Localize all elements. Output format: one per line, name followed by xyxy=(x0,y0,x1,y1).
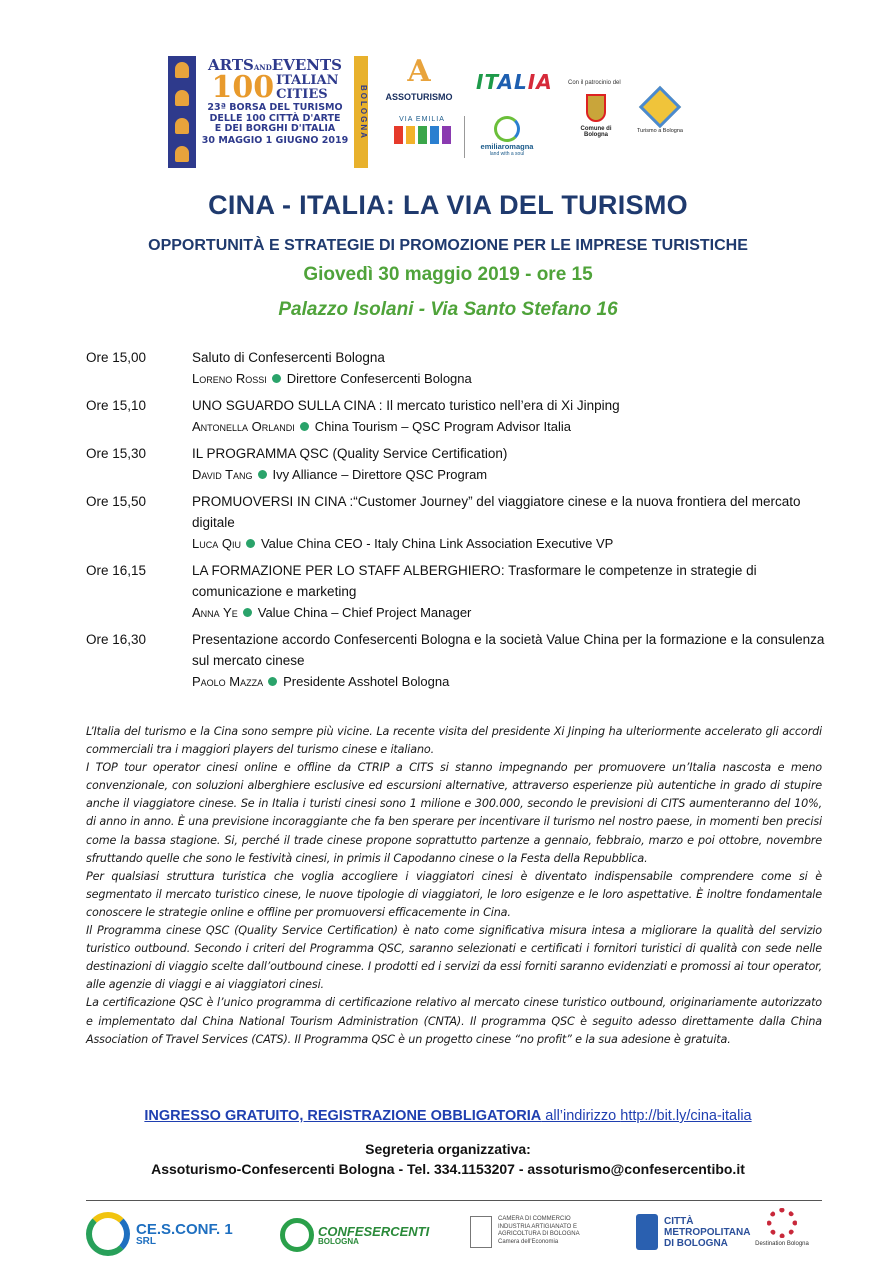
agenda-title: Presentazione accordo Confesercenti Bologna e la società Value China per la formazione e la consulenza sul mercato cinese xyxy=(192,632,825,668)
confesercenti-icon xyxy=(280,1218,314,1252)
assoturismo-a-icon: A xyxy=(407,54,431,89)
agenda-title: LA FORMAZIONE PER LO STAFF ALBERGHIERO: Trasformare le competenze in strategie di comunicazione e marketing xyxy=(192,563,757,599)
cesconf-icon xyxy=(86,1212,130,1256)
event-place: Palazzo Isolani - Via Santo Stefano 16 xyxy=(278,299,618,320)
secretariat-label: Segreteria organizzativa: xyxy=(365,1141,531,1157)
italia-logo: ITALIA xyxy=(476,70,553,94)
agenda xyxy=(86,347,826,698)
bullet-icon xyxy=(243,608,252,617)
speaker-name: Loreno Rossi xyxy=(192,371,267,386)
patronage-block: Con il patrocinio del Comune di Bologna Turismo a Bologna xyxy=(568,80,688,138)
agenda-item xyxy=(86,491,826,554)
camera-commercio-logo: CAMERA DI COMMERCIO INDUSTRIA ARTIGIANATO E AGRICOLTURA DI BOLOGNA Camera dell'Economia xyxy=(470,1216,586,1248)
bullet-icon xyxy=(258,470,267,479)
agenda-title: PROMUOVERSI IN CINA :“Customer Journey” del viaggiatore cinese e la nuova frontiera del mercato digitale xyxy=(192,494,801,530)
bullet-icon xyxy=(268,677,277,686)
agenda-time: Ore 16,15 xyxy=(86,563,147,578)
registration-url-link[interactable]: http://bit.ly/cina-italia xyxy=(620,1108,752,1124)
comune-bologna-logo: Comune di Bologna xyxy=(568,90,624,138)
description-paragraph: Il Programma cinese QSC (Quality Service Certification) è nato come significativa misura intesa a migliorare la qualità del servizio turistico outbound. Secondo i criteri del Programma QSC, saranno selezionati e certificati i fornitori turistici di qualità con sede nelle destinazioni di viaggio scelte dall’outbound cinese. I prodotti ed i servizi da essi forniti saranno evidenziati e promossi ai tour operator, alle agenzie di viaggi e ai viaggiatori cinesi. xyxy=(86,924,822,992)
footer-logos xyxy=(86,1206,822,1266)
bologna-map-icon xyxy=(636,1214,658,1250)
bullet-icon xyxy=(246,539,255,548)
agenda-title: Saluto di Confesercenti Bologna xyxy=(192,350,385,365)
citta-metropolitana-logo: CITTÀ METROPOLITANA DI BOLOGNA xyxy=(636,1214,750,1250)
agenda-time: Ore 16,30 xyxy=(86,632,147,647)
turismo-bologna-logo: Turismo a Bologna xyxy=(632,90,688,138)
description-paragraph: Per qualsiasi struttura turistica che voglia accogliere i viaggiatori cinesi è diventato indispensabile comprendere come si è segmentato il mercato turistico cinese, le nuove tipologie di viaggiatori, le loro esigenze e le loro aspettative. È inoltre fondamentale conoscere le strategie online e offline per promuoversi efficacemente in Cina. xyxy=(86,869,822,919)
cesconf-logo: CE.S.CONF. 1 SRL xyxy=(86,1212,233,1256)
speaker-role: China Tourism – QSC Program Advisor Italia xyxy=(314,419,572,434)
description-paragraph: L’Italia del turismo e la Cina sono sempre più vicine. La recente visita del presidente Xi Jinping ha ulteriormente accelerato gli accordi commerciali tra i maggiori players del turismo cinese e italiano. xyxy=(86,725,822,757)
agenda-title: UNO SGUARDO SULLA CINA : Il mercato turistico nell’era di Xi Jinping xyxy=(192,398,620,413)
confesercenti-logo: CONFESERCENTI BOLOGNA xyxy=(280,1218,429,1252)
speaker-role: Presidente Asshotel Bologna xyxy=(283,674,450,689)
speaker-name: Luca Qiu xyxy=(192,536,241,551)
agenda-item xyxy=(86,395,826,437)
registration-middle-text[interactable]: all’indirizzo xyxy=(541,1108,621,1124)
arts-and-events-logo: ARTSANDEVENTS 100 ITALIAN CITIES 23ª BORSA DEL TURISMO DELLE 100 CITTÀ D'ARTE E DEI BORGHI D'ITALIA 30 MAGGIO 1 GIUGNO 2019 BOLOGNA xyxy=(168,56,368,168)
description-paragraph: I TOP tour operator cinesi online e offline da CTRIP a CITS si stanno impegnando per promuovere un’Italia nascosta e meno convenzionale, con soluzioni alberghiere esclusive ed escursioni alternative, attraverso esperienze più autentiche in grado di stupire anche il viaggiatore cinese. Se in Italia i turisti cinesi sono 1 milione e 300.000, secondo le previsioni di CITS aumenteranno del 10%, di anno in anno. È una previsione incoraggiante che fa ben sperare per incentivare il turismo nel nostro paese, in momenti ben precisi come la bassa stagione. Si, perché il trade cinese propone soprattutto partenze a gennaio, febbraio, marzo e poi ottobre, novembre sfruttando quelle che sono le festività cinesi, in primis il Capodanno cinese o la Festa della Repubblica. xyxy=(86,761,822,865)
emilia-romagna-logo: emiliaromagna land with a soul xyxy=(472,116,542,157)
speaker-name: Anna Ye xyxy=(192,605,238,620)
destination-bologna-logo: Destination Bologna xyxy=(752,1208,812,1248)
agenda-time: Ore 15,30 xyxy=(86,446,147,461)
via-emilia-logo: VIA EMILIA xyxy=(386,116,458,144)
page-title: CINA - ITALIA: LA VIA DEL TURISMO xyxy=(208,190,688,220)
building-icon xyxy=(470,1216,492,1248)
tower-icon xyxy=(168,56,196,168)
agenda-item xyxy=(86,629,826,692)
speaker-role: Ivy Alliance – Direttore QSC Program xyxy=(272,467,488,482)
page-subtitle: OPPORTUNITÀ E STRATEGIE DI PROMOZIONE PER LE IMPRESE TURISTICHE xyxy=(148,237,748,254)
speaker-name: Antonella Orlandi xyxy=(192,419,295,434)
registration-link-strong[interactable]: INGRESSO GRATUITO, REGISTRAZIONE OBBLIGATORIA xyxy=(144,1108,542,1124)
agenda-time: Ore 15,00 xyxy=(86,350,147,365)
event-date: Giovedì 30 maggio 2019 - ore 15 xyxy=(303,264,593,285)
speaker-role: Value China CEO - Italy China Link Association Executive VP xyxy=(260,536,614,551)
secretariat-contact: Assoturismo-Confesercenti Bologna - Tel. 334.1153207 - assoturismo@confesercentibo.it xyxy=(151,1161,745,1177)
footer-divider xyxy=(86,1200,822,1201)
agenda-item xyxy=(86,560,826,623)
agenda-time: Ore 15,10 xyxy=(86,398,147,413)
event-description xyxy=(86,723,822,1049)
coat-of-arms-icon xyxy=(586,94,606,122)
description-paragraph: La certificazione QSC è l’unico programma di certificazione relativo al mercato cinese turistico outbound, originariamente autorizzato e implementato dal China National Tourism Administration (CNTA). Il programma QSC è seguito adesso direttamente dalla China Association of Travel Services (CATS). Il Programma QSC è un progetto cinese “no profit” e la sua adesione è gratuita. xyxy=(86,996,822,1046)
agenda-time: Ore 15,50 xyxy=(86,494,147,509)
speaker-name: Paolo Mazza xyxy=(192,674,264,689)
destination-bologna-icon xyxy=(767,1208,797,1238)
bullet-icon xyxy=(300,422,309,431)
agenda-title: IL PROGRAMMA QSC (Quality Service Certification) xyxy=(192,446,508,461)
assoturismo-logo: A ASSOTURISMO xyxy=(382,52,456,102)
speaker-role: Direttore Confesercenti Bologna xyxy=(286,371,472,386)
emilia-romagna-icon xyxy=(494,116,520,142)
logo-divider xyxy=(464,116,465,158)
registration-line xyxy=(0,1108,896,1124)
agenda-item xyxy=(86,347,826,389)
turismo-bologna-icon xyxy=(639,86,681,128)
header-logos xyxy=(168,52,688,170)
speaker-name: David Tang xyxy=(192,467,253,482)
agenda-item xyxy=(86,443,826,485)
speaker-role: Value China – Chief Project Manager xyxy=(257,605,472,620)
bullet-icon xyxy=(272,374,281,383)
